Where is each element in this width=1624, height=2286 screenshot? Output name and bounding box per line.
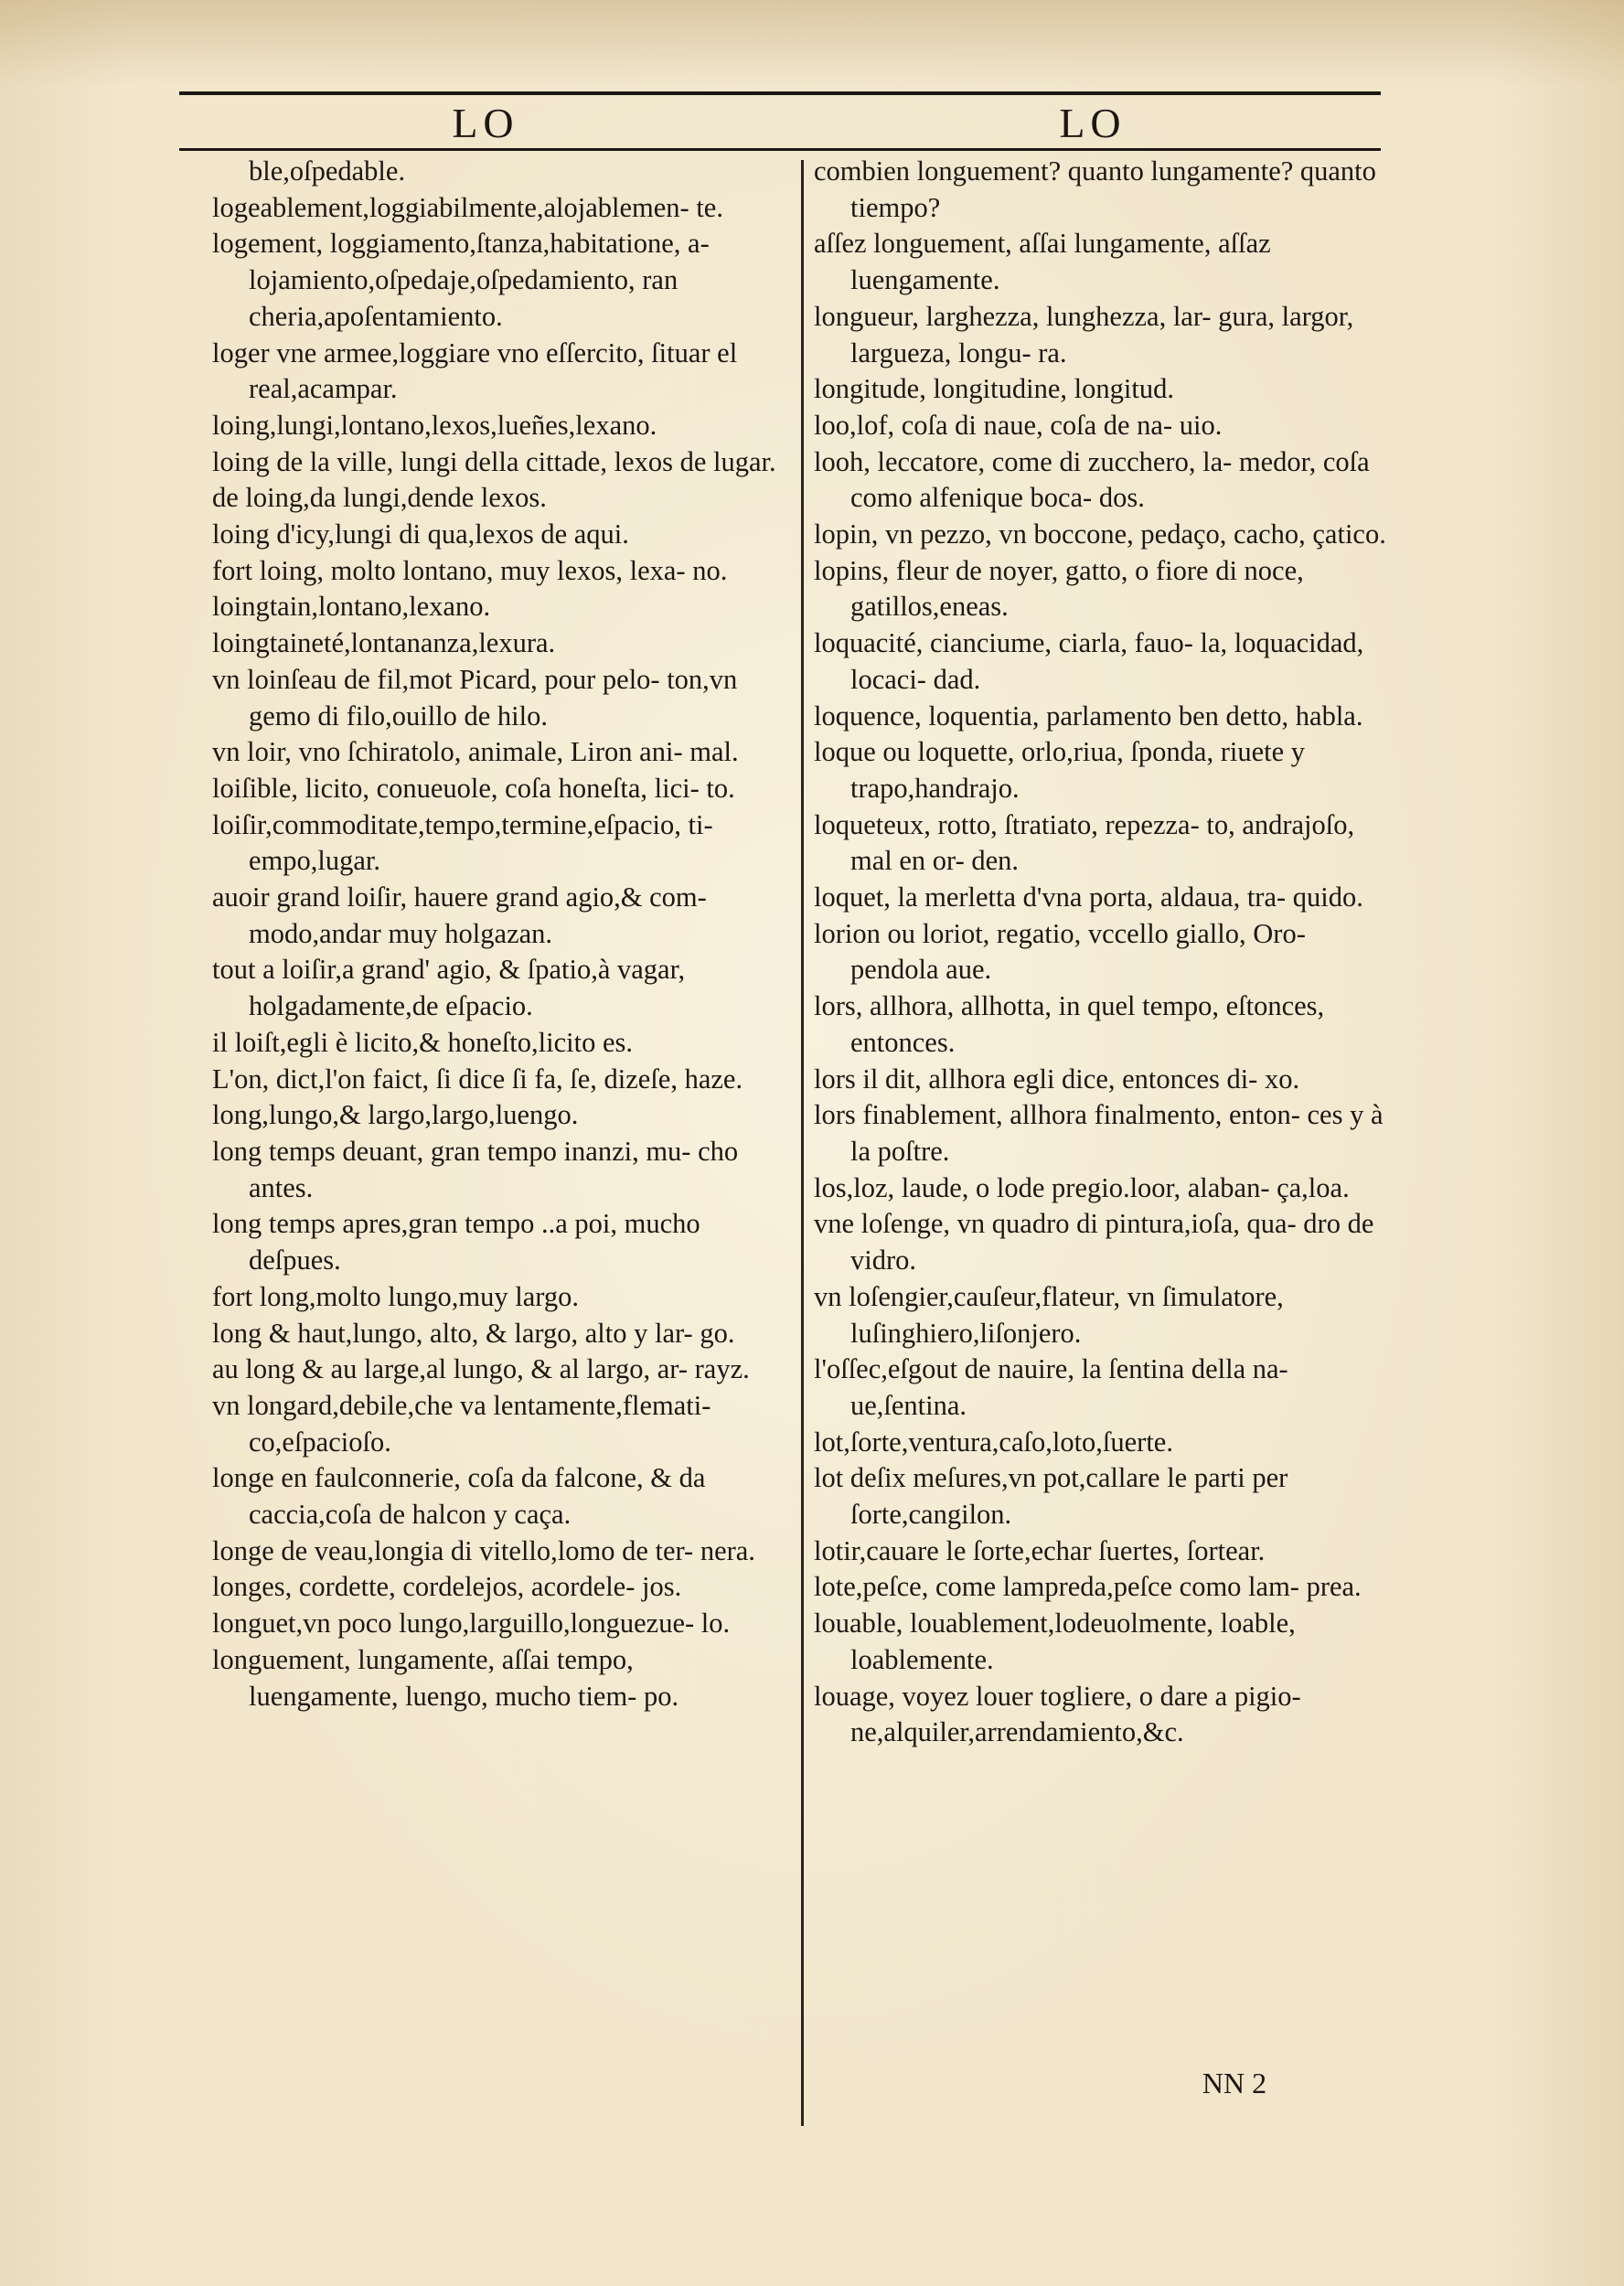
dictionary-entry: l'oſſec,eſgout de nauire, la ſentina della na- ue,ſentina. xyxy=(814,1353,1288,1421)
dictionary-entry: vn loſengier,cauſeur,flateur, vn ſimulatore, luſinghiero,liſonjero. xyxy=(814,1280,1284,1349)
right-column xyxy=(814,154,1399,1751)
dictionary-entry: combien longuement? quanto lungamente? quanto tiempo? xyxy=(814,155,1376,223)
dictionary-entry: loque ou loquette, orlo,riua, ſponda, riuete y trapo,handrajo. xyxy=(814,736,1305,804)
dictionary-entry: fort loing, molto lontano, muy lexos, lexa- no. xyxy=(212,554,728,586)
dictionary-entry: vne loſenge, vn quadro di pintura,ioſa, qua- dro de vidro. xyxy=(814,1208,1374,1277)
dictionary-entry: loquet, la merletta d'vna porta, aldaua, tra- quido. xyxy=(814,881,1363,913)
dictionary-entry: loqueteux, rotto, ſtratiato, repezza- to, andrajoſo, mal en or- den. xyxy=(814,808,1355,877)
running-head-left: LO xyxy=(452,100,519,146)
page-stain xyxy=(0,0,1624,87)
dictionary-entry: loquence, loquentia, parlamento ben detto, habla. xyxy=(814,700,1363,732)
running-head-right: LO xyxy=(1059,100,1127,146)
dictionary-entry: looh, leccatore, come di zucchero, la- medor, coſa como alfenique boca- dos. xyxy=(814,445,1370,514)
header-rule-top xyxy=(179,91,1381,95)
dictionary-entry: lors il dit, allhora egli dice, entonces di- xo. xyxy=(814,1063,1300,1095)
dictionary-entry: lotir,cauare le ſorte,echar ſuertes, ſortear. xyxy=(814,1534,1266,1566)
dictionary-entry: long & haut,lungo, alto, & largo, alto y lar- go. xyxy=(212,1317,735,1349)
dictionary-entry: vn longard,debile,che va lentamente,flemati- co,eſpacioſo. xyxy=(212,1389,711,1458)
dictionary-entry: loiſir,commoditate,tempo,termine,eſpacio, ti- empo,lugar. xyxy=(212,808,713,877)
dictionary-entry: loing de la ville, lungi della cittade, lexos de lugar. xyxy=(212,445,776,477)
dictionary-entry: longes, cordette, cordelejos, acordele- jos. xyxy=(212,1571,682,1603)
dictionary-entry: louage, voyez louer togliere, o dare a pigio- ne,alquiler,arrendamiento,&c. xyxy=(814,1680,1301,1748)
dictionary-entry: ble,oſpedable. xyxy=(249,155,406,187)
dictionary-entry: lot,ſorte,ventura,caſo,loto,ſuerte. xyxy=(814,1426,1173,1458)
dictionary-entry: los,loz, laude, o lode pregio.loor, alaban- ça,loa. xyxy=(814,1171,1350,1203)
dictionary-entry: long temps deuant, gran tempo inanzi, mu- cho antes. xyxy=(212,1135,739,1203)
dictionary-entry: loo,lof, coſa di naue, coſa de na- uio. xyxy=(814,409,1223,441)
left-column xyxy=(212,154,779,1714)
dictionary-entry: loing,lungi,lontano,lexos,lueñes,lexano. xyxy=(212,409,657,441)
dictionary-entry: long temps apres,gran tempo ..a poi, mucho deſpues. xyxy=(212,1208,700,1277)
dictionary-entry: logement, loggiamento,ſtanza,habitatione, a- lojamiento,oſpedaje,oſpedamiento, ran cheria,apoſentamiento. xyxy=(212,228,710,332)
dictionary-entry: loiſible, licito, conueuole, coſa honeſta, lici- to. xyxy=(212,772,735,804)
dictionary-entry: fort long,molto lungo,muy largo. xyxy=(212,1280,579,1312)
dictionary-entry: lopins, fleur de noyer, gatto, o fiore di noce, gatillos,eneas. xyxy=(814,554,1304,623)
dictionary-entry: longe en faulconnerie, coſa da falcone, & da caccia,coſa de halcon y caça. xyxy=(212,1462,706,1531)
dictionary-entry: vn loinſeau de fil,mot Picard, pour pelo- ton,vn gemo di filo,ouillo de hilo. xyxy=(212,663,738,732)
dictionary-entry: il loiſt,egli è licito,& honeſto,licito es. xyxy=(212,1026,633,1058)
dictionary-entry: lors finablement, allhora finalmento, enton- ces y à la poſtre. xyxy=(814,1099,1384,1167)
dictionary-entry: longuet,vn poco lungo,larguillo,longuezue- lo. xyxy=(212,1608,731,1640)
dictionary-entry: de loing,da lungi,dende lexos. xyxy=(212,482,547,514)
dictionary-entry: lote,peſce, come lampreda,peſce como lam- prea. xyxy=(814,1571,1362,1603)
dictionary-entry: longueur, larghezza, lunghezza, lar- gura, largor, largueza, longu- ra. xyxy=(814,300,1354,369)
dictionary-entry: tout a loiſir,a grand' agio, & ſpatio,à vagar, holgadamente,de eſpacio. xyxy=(212,954,686,1022)
header-rule-bottom xyxy=(179,148,1381,151)
dictionary-entry: vn loir, vno ſchiratolo, animale, Liron ani- mal. xyxy=(212,736,739,768)
dictionary-entry: louable, louablement,lodeuolmente, loable, loablemente. xyxy=(814,1608,1296,1675)
dictionary-entry: auoir grand loiſir, hauere grand agio,& com- modo,andar muy holgazan. xyxy=(212,881,707,949)
dictionary-entry: long,lungo,& largo,largo,luengo. xyxy=(212,1099,579,1131)
dictionary-entry: longe de veau,longia di vitello,lomo de ter- nera. xyxy=(212,1534,755,1566)
signature-mark: NN 2 xyxy=(1202,2067,1267,2099)
dictionary-entry: loger vne armee,loggiare vno eſſercito, ſituar el real,acampar. xyxy=(212,336,738,405)
dictionary-entry: lorion ou loriot, regatio, vccello giallo, Oro- pendola aue. xyxy=(814,917,1306,986)
dictionary-entry: longitude, longitudine, longitud. xyxy=(814,373,1174,405)
dictionary-entry: loquacité, cianciume, ciarla, fauo- la, loquacidad, locaci- dad. xyxy=(814,627,1364,695)
dictionary-entry: longuement, lungamente, aſſai tempo, luengamente, luengo, mucho tiem- po. xyxy=(212,1643,679,1712)
dictionary-entry: lopin, vn pezzo, vn boccone, pedaço, cacho, çatico. xyxy=(814,518,1386,550)
dictionary-entry: L'on, dict,l'on faict, ſi dice ſi fa, ſe, dizeſe, haze. xyxy=(212,1063,743,1095)
dictionary-entry: lot deſix meſures,vn pot,callare le parti per ſorte,cangilon. xyxy=(814,1462,1288,1531)
dictionary-entry: aſſez longuement, aſſai lungamente, aſſaz luengamente. xyxy=(814,228,1271,296)
dictionary-entry: loingtain,lontano,lexano. xyxy=(212,591,491,623)
dictionary-entry: logeablement,loggiabilmente,alojablemen- te. xyxy=(212,191,723,223)
dictionary-entry: loingtaineté,lontananza,lexura. xyxy=(212,627,556,659)
dictionary-entry: au long & au large,al lungo, & al largo, ar- rayz. xyxy=(212,1353,750,1385)
dictionary-entry: lors, allhora, allhotta, in quel tempo, eſtonces, entonces. xyxy=(814,990,1325,1058)
dictionary-entry: loing d'icy,lungi di qua,lexos de aqui. xyxy=(212,518,629,550)
column-divider xyxy=(801,160,804,2126)
